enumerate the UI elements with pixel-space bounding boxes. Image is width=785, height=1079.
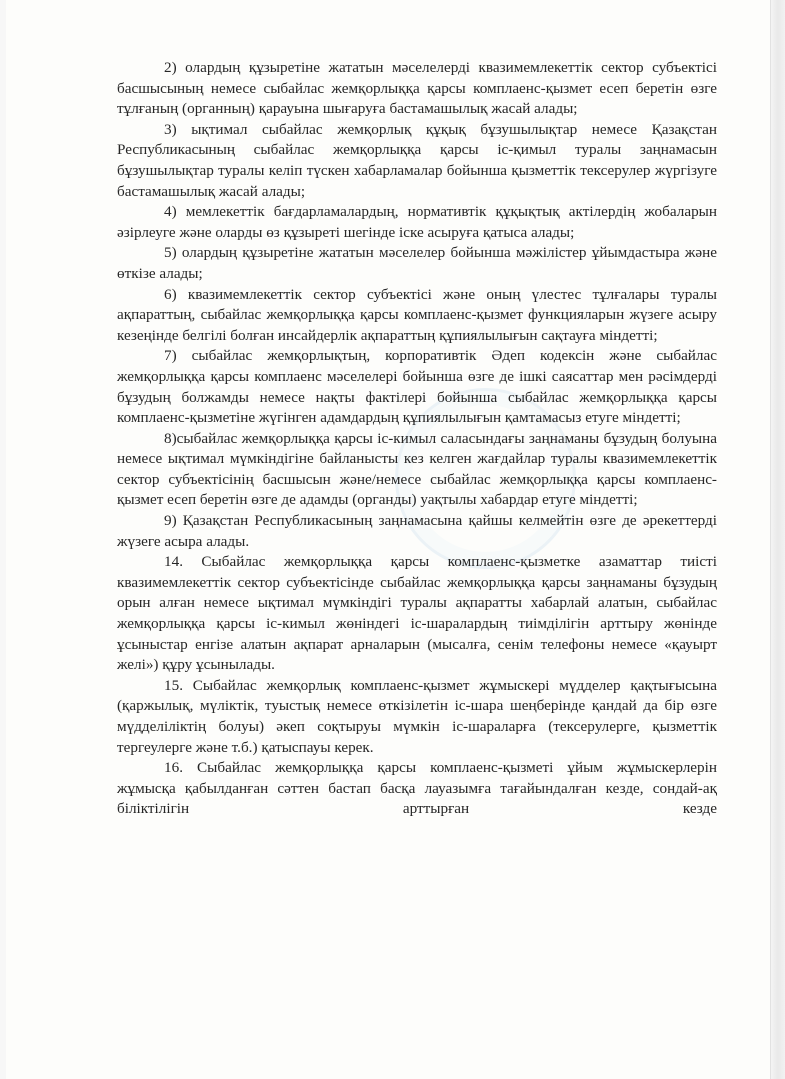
paragraph-item-6: 6) квазимемлекеттік сектор субъектісі және оның үлестес тұлғалары туралы ақпараттың, сыбайлас жемқорлыққа қарсы комплаенс-қызмет функцияларын жүзеге асыру кезеңінде белгілі болған инсайдерлік ақпараттың құпиялылығын сақтауға міндетті; <box>117 285 717 344</box>
scan-edge-left <box>0 0 6 1079</box>
paragraph-item-8: 8)сыбайлас жемқорлыққа қарсы іс-кимыл саласындағы заңнаманы бұзудың болуына немесе ықтимал мүмкіндігіне байланысты кез келген жағдайлар туралы квазимемлекеттік сектор субъектісінің басшысын және/немесе сыбайлас жемқорлыққа қарсы комплаенс-қызмет есеп беретін өзге де адамды (органды) уақтылы хабардар етуге міндетті; <box>117 429 717 509</box>
paragraph-item-3: 3) ықтимал сыбайлас жемқорлық құқық бұзушылықтар немесе Қазақстан Республикасының сыбайлас жемқорлыққа қарсы іс-қимыл туралы заңнамасын бұзушылықтар туралы келіп түскен хабарламалар бойынша қызметтік тексерулер жүргізуге бастамашылық жасай алады; <box>117 120 717 200</box>
paragraph-item-4: 4) мемлекеттік бағдарламалардың, нормативтік құқықтық актілердің жобаларын әзірлеуге және оларды өз құзыреті шегінде іске асыруға қатыса алады; <box>117 203 717 241</box>
paragraph-item-7: 7) сыбайлас жемқорлықтың, корпоративтік Әдеп кодексін және сыбайлас жемқорлыққа қарсы комплаенс мәселелері бойынша өзге де ішкі саясаттар мен рәсімдерді бұзудың болжамды немесе нақты фактілері бойынша сыбайлас жемқорлыққа қарсы комплаенс-қызметіне жүгінген адамдардың құпиялылығын қамтамасыз етуге міндетті; <box>117 347 717 427</box>
document-body <box>117 58 717 820</box>
paragraph-item-2: 2) олардың құзыретіне жататын мәселелерді квазимемлекеттік сектор субъектісі басшысының немесе сыбайлас жемқорлыққа қарсы комплаенс-қызмет есеп беретін өзге тұлғаның (органның) қарауына шығаруға бастамашылық жасай алады; <box>117 59 717 118</box>
paragraph-item-5: 5) олардың құзыретіне жататын мәселелер бойынша мәжілістер ұйымдастыра және өткізе алады; <box>117 244 717 282</box>
paragraph-clause-14: 14. Сыбайлас жемқорлыққа қарсы комплаенс-қызметке азаматтар тиісті квазимемлекеттік сектор субъектісінде сыбайлас жемқорлыққа қарсы заңнаманы бұзудың орын алған немесе ықтимал мүмкіндігі туралы ақпаратты хабарлай алатын, сыбайлас жемқорлыққа қарсы іс-кимыл жөніндегі іс-шаралардың тиімділігін арттыру жөнінде ұсыныстар енгізе алатын ақпарат арналарын (мысалға, сенім телефоны немесе «қауырт желі») құру ұсынылады. <box>117 553 717 674</box>
paragraph-clause-15: 15. Сыбайлас жемқорлық комплаенс-қызмет жұмыскері мүдделер қақтығысына (қаржылық, мүліктік, туыстық немесе өткізілетін іс-шара шеңберінде қандай да бір өзге мүдделіліктің болуы) әкеп соқтыруы мүмкін іс-шараларға (тексерулерге, қызметтік тергеулерге және т.б.) қатыспауы керек. <box>117 676 717 756</box>
scan-edge-right <box>770 0 785 1079</box>
paragraph-item-9: 9) Қазақстан Республикасының заңнамасына қайшы келмейтін өзге де әрекеттерді жүзеге асыра алады. <box>117 512 717 550</box>
paragraph-clause-16: 16. Сыбайлас жемқорлыққа қарсы комплаенс-қызметі ұйым жұмыскерлерін жұмысқа қабылданған сәттен бастап басқа лауазымға тағайындалған кезде, сондай-ақ біліктілігін арттырған кезде <box>117 759 717 818</box>
